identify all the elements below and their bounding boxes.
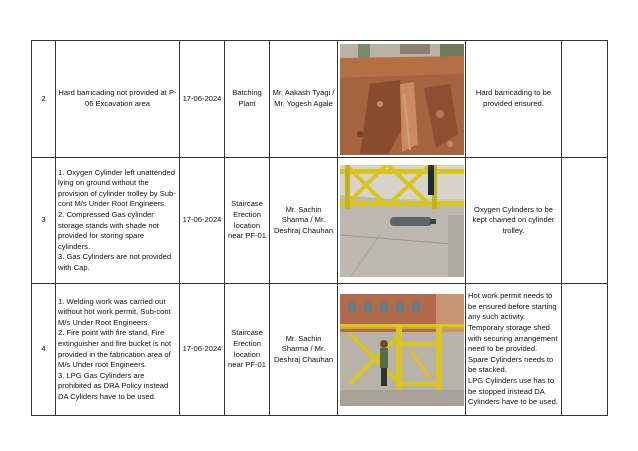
- observation-line: 2. Compressed Gas cylinder storage stands with shade not provided for storing spare cylinders.: [58, 209, 159, 251]
- status-cell: [562, 41, 608, 158]
- photo-cell: [338, 41, 466, 158]
- responsible-cell: Mr. Aakash Tyagi / Mr. Yogesh Agale: [270, 41, 338, 158]
- table-row: [32, 284, 608, 416]
- observation-cell: [56, 158, 180, 284]
- action-line: Hot work permit needs to be ensured before starting any such activity.: [468, 291, 557, 322]
- action-cell: [466, 41, 562, 158]
- action-line: Spare Cylinders needs to be stacked.: [468, 354, 554, 375]
- action-cell: [466, 284, 562, 416]
- observation-line: 3. Gas Cylinders are not provided with Cap.: [58, 252, 172, 272]
- location-cell: Batching Plant: [225, 41, 270, 158]
- status-cell: [562, 158, 608, 284]
- serial-number-cell: 2: [32, 41, 56, 158]
- table-row: [32, 41, 608, 158]
- date-cell: 17-06-2024: [180, 41, 225, 158]
- action-line: Temporary storage shed with securing arrangement need to be provided.: [468, 323, 558, 354]
- oxygen-cylinder-photo: [340, 165, 464, 277]
- action-cell: [466, 158, 562, 284]
- observation-line: 3. LPG Gas Cylinders are prohibited as DRA Policy instead DA Cyliders have to be used.: [58, 370, 169, 401]
- location-cell: Staircase Erection location near PF-01: [225, 158, 270, 284]
- photo-cell: [338, 284, 466, 416]
- action-line: LPG Cylinders use has to be stopped instead DA Cylinders have to be used.: [468, 375, 558, 407]
- date-cell: 17-06-2024: [180, 158, 225, 284]
- responsible-cell: Mr. Sachin Sharma / Mr. Deshraj Chauhan: [270, 158, 338, 284]
- welding-work-photo: [340, 294, 464, 406]
- date-cell: 17-06-2024: [180, 284, 225, 416]
- serial-number-cell: 4: [32, 284, 56, 416]
- serial-number-cell: 3: [32, 158, 56, 284]
- responsible-cell: Mr. Sachin Sharma / Mr. Deshraj Chauhan: [270, 284, 338, 416]
- action-line: Oxygen Cylinders to be kept chained on cylinder trolley.: [472, 204, 555, 235]
- action-line: Hard barricading to be provided ensured.: [475, 88, 552, 108]
- location-cell: Staircase Erection location near PF-01: [225, 284, 270, 416]
- observation-line: Hard barricading not provided at P-06 Excavation area: [58, 88, 177, 108]
- observation-line: 1. Oxygen Cylinder left unattended lying on ground without the provision of cylinder trolley by Sub-cont M/s Under Root Engineers.: [58, 167, 176, 209]
- observation-line: 2. Fire point with fire stand, Fire extinguisher and fire bucket is not provided in the fabrication area of M/s Under root Engineers.: [58, 328, 172, 370]
- table-row: [32, 158, 608, 284]
- excavation-pit-photo: [340, 44, 464, 155]
- status-cell: [562, 284, 608, 416]
- photo-cell: [338, 158, 466, 284]
- observation-line: 1. Welding work was carried out without hot work permit, Sub-cont M/s Under Root Engineers.: [58, 296, 171, 327]
- observation-cell: [56, 284, 180, 416]
- observation-cell: [56, 41, 180, 158]
- observation-table: [31, 40, 608, 416]
